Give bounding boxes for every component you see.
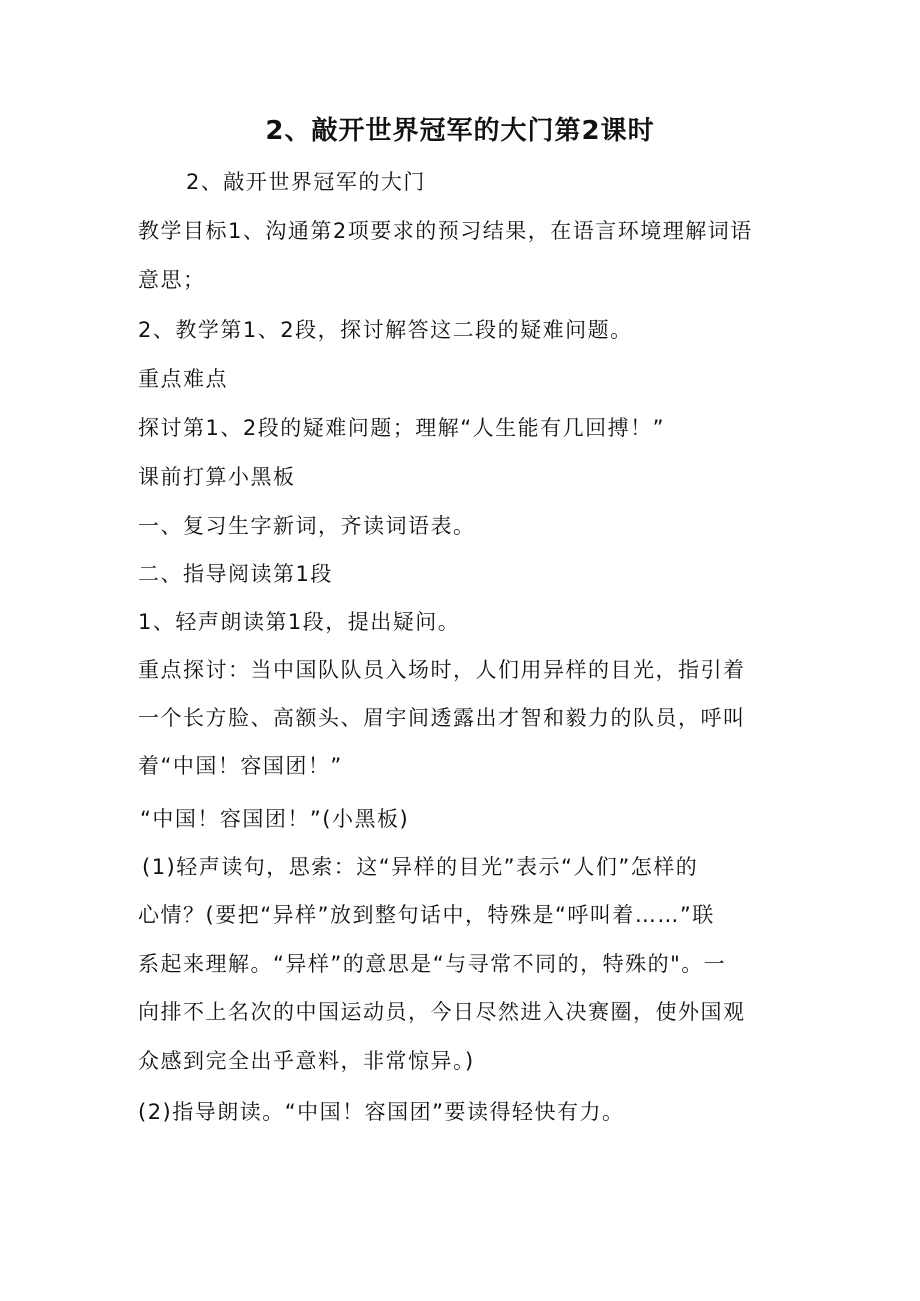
text-line: 重点探讨：当中国队队员入场时，人们用异样的目光，指引着 bbox=[138, 658, 746, 682]
text-line: 1、轻声朗读第1段，提出疑问。 bbox=[138, 610, 461, 634]
section-heading: 课前打算小黑板 bbox=[138, 465, 296, 489]
section-heading: 二、指导阅读第1段 bbox=[138, 562, 333, 586]
text-line: 系起来理解。“异样”的意思是“与寻常不同的，特殊的"。一 bbox=[138, 952, 727, 976]
text-line: (2)指导朗读。“中国！容国团”要读得轻快有力。 bbox=[138, 1100, 625, 1124]
text-line: 向排不上名次的中国运动员，今日尽然进入决赛圈，使外国观 bbox=[138, 1000, 746, 1024]
text-line: 众感到完全出乎意料，非常惊异。) bbox=[138, 1049, 475, 1073]
text-line: 教学目标1、沟通第2项要求的预习结果，在语言环境理解词语 bbox=[138, 219, 753, 243]
text-line: 着“中国！容国团！” bbox=[138, 754, 343, 778]
text-line: 一、复习生字新词，齐读词语表。 bbox=[138, 514, 476, 538]
text-line: 探讨第1、2段的疑难问题；理解“人生能有几回搏！” bbox=[138, 416, 665, 440]
section-heading: 重点难点 bbox=[138, 367, 228, 391]
document-title: 2、敲开世界冠军的大门第2课时 bbox=[265, 116, 655, 146]
text-line: “中国！容国团！”(小黑板) bbox=[140, 807, 410, 831]
text-line: 一个长方脸、高额头、眉宇间透露出才智和毅力的队员，呼叫 bbox=[138, 706, 746, 730]
text-line: (1)轻声读句，思索：这“异样的目光”表示“人们”怎样的 bbox=[142, 855, 699, 879]
subtitle-line: 2、敲开世界冠军的大门 bbox=[186, 170, 426, 194]
text-line: 2、教学第1、2段，探讨解答这二段的疑难问题。 bbox=[138, 318, 633, 342]
text-line: 意思； bbox=[138, 268, 206, 292]
text-line: 心情？(要把“异样”放到整句话中，特殊是“呼叫着……”联 bbox=[138, 903, 715, 927]
